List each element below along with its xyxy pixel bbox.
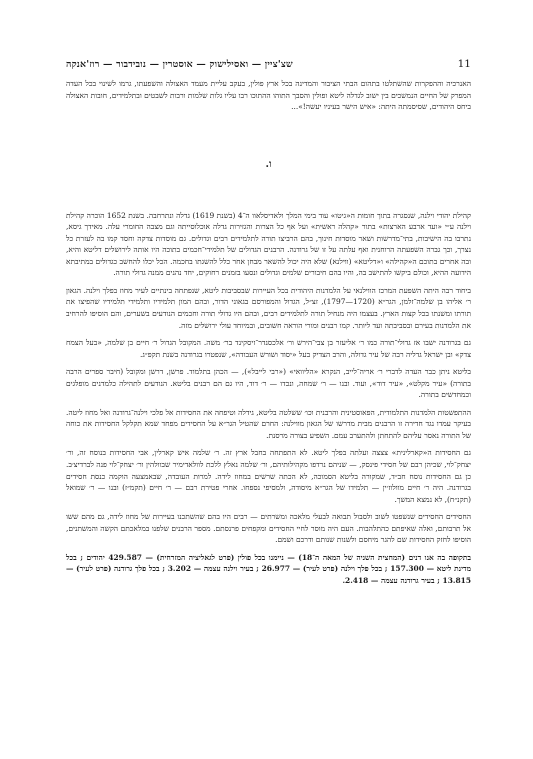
page-number: 11 <box>457 58 471 70</box>
body-paragraph-6: גם החסידות ה«קארלינית» צצצה ועלתה בפלך ליטא. לא התפתחה בחבל ארץ זה. ר׳ שלמה איש קארלין, אבי החסידות בנוסח זה, ור׳ יצחק־לוי, שכיהן רבם של חסידי פינסק, — שניהם נרדפו מקהילותיהם, ור׳ שלמה נאלץ ללכת לוולאדימיר שבוולהין ור׳ יצחק־לוי פנה לברדיצ׳ב. כן גם החסידות נוסח חב״ד, שמקורה בליטא הסמוכה, לא הכתה שרשים במחוז לידה. למרות העובדה, שבאמצעה הוקמה כנסת חסידים בגרודנה. היה ר׳ חיים מוולוז׳ין — תלמידו של הגר״א מיסודה, ולמסיפי נספחו. אחרי פטירת רבם — ר׳ חיים (תקמ״ז) ובנו — ר׳ שמואל (תקנ״ח), לא נמצא המשך. <box>66 448 471 504</box>
body-paragraph-1: קהילת יהודי וילנה, שנסגרה בתוך חומות ה«גיטו» עוד בימי המלך ולאדיסלאוו ה־4 (בשנת 1619) גדלה ונתרחבה. בשנת 1652 הוכרה קהילת וילנה ע״י «ועד ארבע הארצות» בתור «קהלה ראשית» ועל אף כל הצרות והגזירות גדלה אוכלוסייתה וגם מצבה החומרי עלה. מאידך גיסא, נתרבו בה הישיבות, בתי־מדרשות ושאר מוסדות חינוך, בהם הרביצו תורה לתלמידים רבים וגדולים. גם מוסדות צדקה וחסד קמו בה לעזרת כל נצרך, וכך גברה השפעתה הרוחנית ואף עלתה על זו של גרודנה. הרבנים הגדולים של תלמידי־חכמים בתוכה היו אותה לירושלים דליטא והיא, ובה אחרים בתוכם ה«קהילה» ו«דליטא» (ווילנא) שלא היה יכול להשאר מבחן אחר כלל להשגתו בחכמה. הכל יכלו להחשב כגדולים במתיבתא הידועה ההיא, וכולם ביקשו להתישב בה, והיו בהם חיבורים שלמים וגדולים ונסעו בזמנים רחוקים, יחד נהנים ממנה גדולי תורה. <box>66 210 472 278</box>
section-number: ו. <box>265 158 272 170</box>
body-paragraph-3: גם בגרודנה ישבו אז גדולי־תורה כמו ר׳ אליעזר בן צבי־הירש ור׳ אלכסנדר־זיסקינד בר׳ משה. המקובל הגדול ר׳ חיים בן שלמה, «בעל הצמח צדק» ובן ישראל גדליה רבה של עיר גדולה, והרב הצדיק בעל «יסוד ושורש העבודה», שנפטרו בגרודנה בשנת תקפ״ג. <box>66 338 471 359</box>
intro-paragraph: האנרכיה וההפקרות שהשתלטו בתהום הבתי הציבור והמדינה בכל ארץ פולין, בעקב עליית מעמד האצולה והשפעתו, גרמו לשינוי בכל העדה המפרק של החיים הנמשכים בין ישוב לגדלה ליטא ופולין והסבך התוהו ההתוכו רבו עליו גלות שלמות ורבות לשבטים ובתלמידים, חובות האצולה ביחס היהודים, שסיסמתה היתה: «איש הישר בעיניו יעשה!»... <box>66 79 471 112</box>
body-paragraph-2: ביחוד רבה היתה השפעת המרכז הווילנאי על הלמדנות היהודית בכל העיירות שבסביבות ליטא, שנפתחה בינתיים לעיר מחוז בפלך וילנה. הגאון ר׳ אליהו בן שלמה־זלמן, הגר״א (1720—1797), זצ״ל, הגדול והמפורסם בגאוני הדור, ובהם המון תלמידיו ותלמידי תלמידיו שהפיצו את תורתו ומשנתו בכל קצות הארץ. בעצמו היה מנחיל תורה לתלמידים רבים, ובהם היו גדולי תורה וחכמים הנודעים בשערים, והם הוסיפו להרחיב את הלמדנות בעירם ובסביבתה ועד ליותר. קמו רבנים ומורי הוראה חשובים, ובמיוחד עולי ירושלים מזה. <box>66 285 471 330</box>
body-paragraph-5: ההתפשטות הלמדנות התלמודית, הפאוסטינית והרבנית וכו׳ ששלטה בליטא, גידלה וטיפחה את החסידות אל פלכי וילנה־גרודנה ואל מחוז ליטה. בעיקר עמדו נגד חדירה זו הרבנים מבית מדרשו של הגאון מווילנה: החרם שהטיל הגר״א על החסידים מפחד שמא תקלקל החסידות את כוחה של התורה נאסר עליהם להתחתן ולהתערב עמם. השפיע בצורה מרסנת. <box>66 407 471 440</box>
population-statistics-paragraph: בתקופה בה אנו דנים (המחצית השניה של המאה ה־18) — ניימנו בכל פולין (פרט לגאליציה המזרחית) — 429.587 יהודים ; בכל מדינת ליטא — 157.300 ; בכל פלך וילנה (פרט לעיר) — 26.977 ; בעיר וילנה עצמה — 3.202 ; בכל פלך גרודנה (פרט לעיר) — 13.815 ; בעיר גרודנה עצמה — 2.418. <box>66 552 472 585</box>
body-paragraph-7: החסידים החסידים שנשפטו לשוב ולסבול תבואה לבעלי מלאכה ומשרתים — רבים היו בהם שהשתכנו בעיירות של מחוז לידה, גם מהם ששו אל תרבותם, ואלה שאיפתם כהתלהבות. העם היה מוסר לחיי החסידים ומקפחים פרנסתם. מספר הרבנים שלפנו במלאכתם הקשה והמשתנים, הוסיפו לחזק החסידות שם להגר מיחסם ולשנות שנותם ודרכם ושמם. <box>66 512 471 545</box>
body-paragraph-4: בליטא ניתן כבר העדה לדברי ר׳ אריה־לייב, הנקרא «הליוואי» («רבי לייבל»), — הכהן בתלמוד. פרשן, דרשן ומקובל (חיבר ספרים הרבה בתורה) «עיר מקלט», «עיר דוד», ועוד. ובנו — ר׳ שמחה, ונכדו — ר׳ דוד, היו גם הם רבנים בליטא. הנודעים לתהילה כלמדנים מופלגים וכמחדשים בתורה. <box>66 367 471 400</box>
running-header <box>66 58 471 70</box>
running-title: שצ'ציין — ואסילישוק — אוסטרין — נובידבור — רוז'אנקה <box>66 59 293 70</box>
